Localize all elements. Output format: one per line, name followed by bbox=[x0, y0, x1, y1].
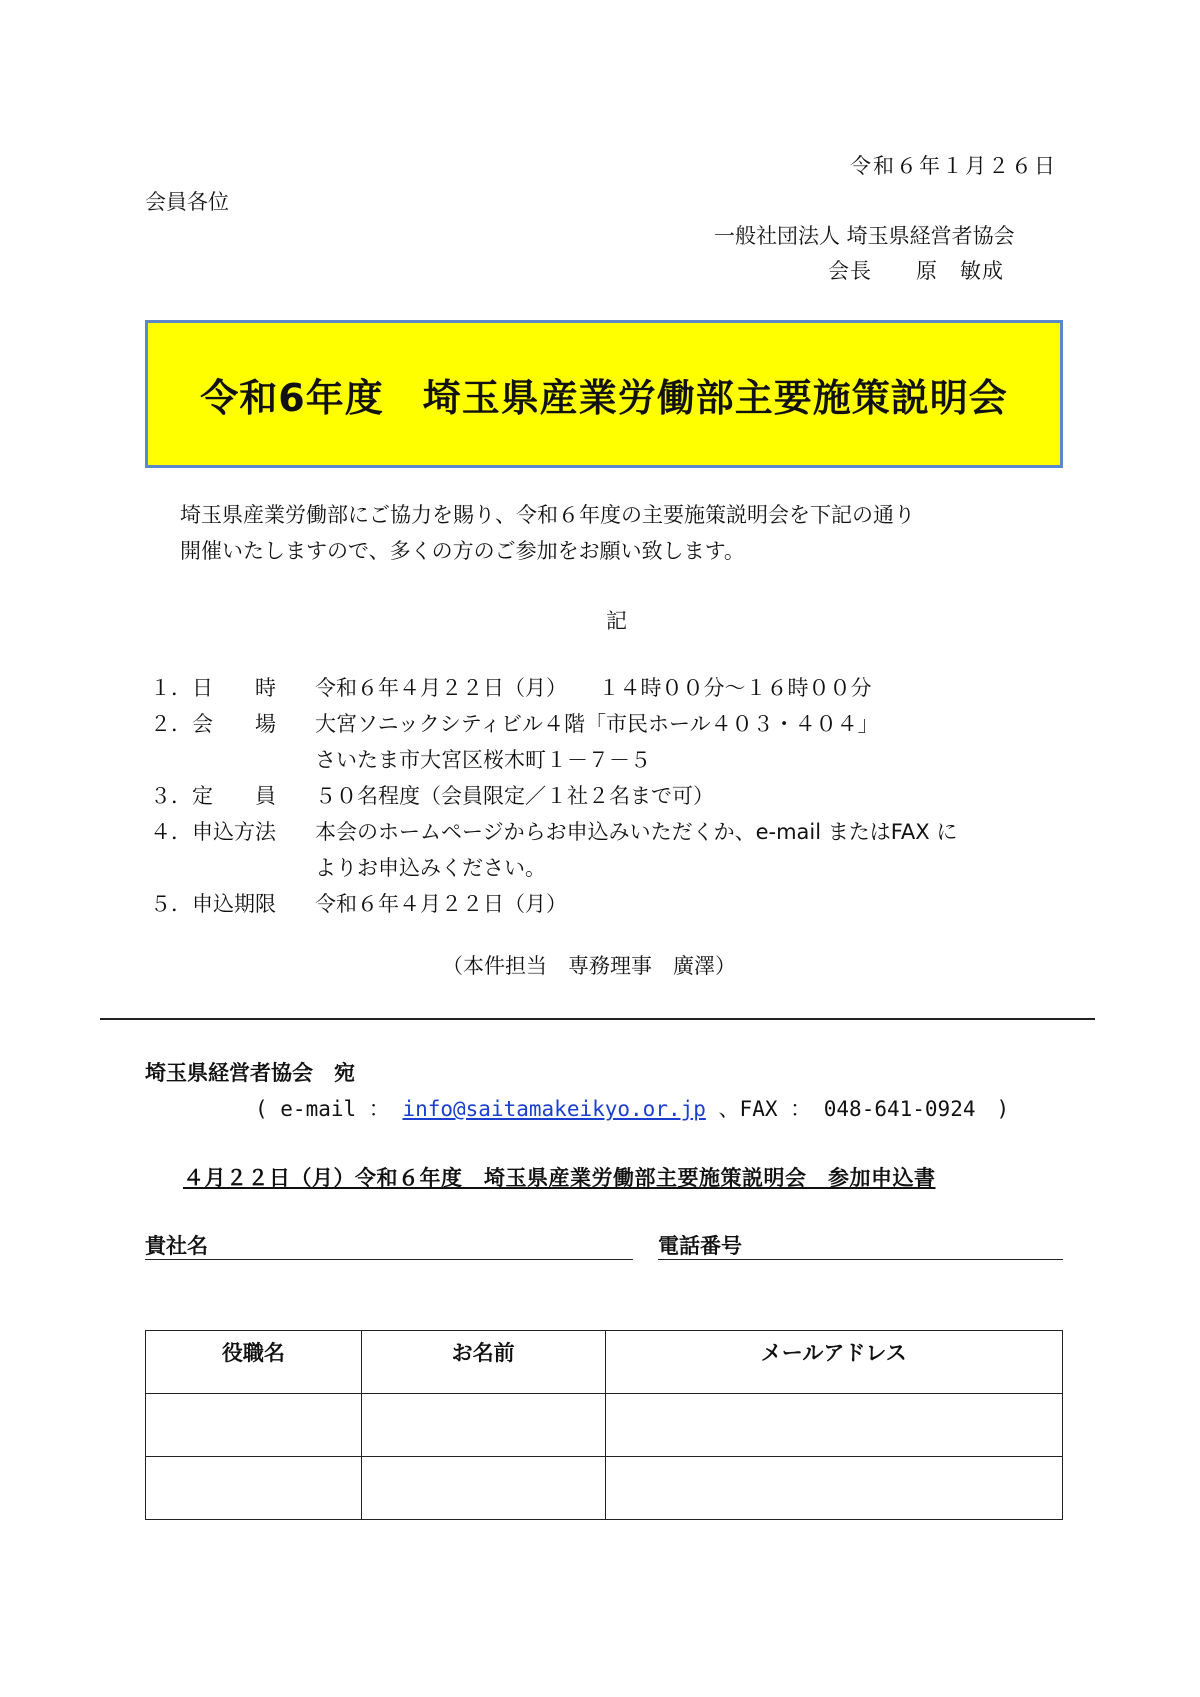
email-link[interactable]: info@saitamakeikyo.or.jp bbox=[402, 1097, 706, 1121]
company-label: 貴社名 bbox=[145, 1234, 208, 1258]
chair-name: 会長 原 敏成 bbox=[828, 259, 1004, 283]
item-label: 日 時 bbox=[192, 676, 276, 700]
item-value: 大宮ソニックシティビル４階「市民ホール４０３・４０４」 bbox=[315, 712, 879, 736]
header-name: お名前 bbox=[361, 1331, 605, 1394]
intro-paragraph bbox=[180, 497, 915, 569]
item-label: 申込期限 bbox=[192, 892, 276, 916]
item-label: 定 員 bbox=[192, 784, 276, 808]
table-row bbox=[146, 1394, 1063, 1457]
page-title: 令和6年度 埼玉県産業労働部主要施策説明会 bbox=[200, 375, 1008, 420]
document-date: 令和６年１月２６日 bbox=[850, 154, 1057, 178]
divider bbox=[100, 1018, 1095, 1020]
phone-number-field[interactable] bbox=[658, 1230, 1063, 1260]
item-value: ５０名程度（会員限定／１社２名まで可） bbox=[315, 784, 714, 808]
item-value: 本会のホームページからお申込みいただくか、e-mail またはFAX に bbox=[315, 820, 958, 844]
application-table bbox=[145, 1330, 1063, 1520]
item-value: 令和６年４月２２日（月） bbox=[315, 892, 567, 916]
item-number: ２． bbox=[150, 712, 192, 736]
header-email: メールアドレス bbox=[605, 1331, 1063, 1394]
item-number: ５． bbox=[150, 892, 192, 916]
header-title: 役職名 bbox=[146, 1331, 362, 1394]
contact-line bbox=[255, 1093, 1009, 1123]
item-value: よりお申込みください。 bbox=[315, 856, 546, 880]
intro-line: 開催いたしますので、多くの方のご参加をお願い致します。 bbox=[180, 539, 745, 563]
form-title: ４月２２日（月）令和６年度 埼玉県産業労働部主要施策説明会 参加申込書 bbox=[183, 1166, 936, 1190]
table-row bbox=[146, 1457, 1063, 1520]
item-label: 会 場 bbox=[192, 712, 276, 736]
company-name-field[interactable] bbox=[145, 1230, 633, 1260]
recipients: 会員各位 bbox=[145, 190, 229, 214]
intro-line: 埼玉県産業労働部にご協力を賜り、令和６年度の主要施策説明会を下記の通り bbox=[180, 503, 915, 527]
name-cell[interactable] bbox=[361, 1457, 605, 1520]
form-addressee: 埼玉県経営者協会 宛 bbox=[145, 1061, 355, 1085]
name-cell[interactable] bbox=[361, 1394, 605, 1457]
email-prefix: ( e-mail ： bbox=[255, 1097, 390, 1121]
ki-heading: 記 bbox=[606, 609, 627, 633]
fax-text: 、FAX ： 048‐641‐0924 ) bbox=[718, 1097, 1010, 1121]
title-cell[interactable] bbox=[146, 1394, 362, 1457]
item-label: 申込方法 bbox=[192, 820, 276, 844]
item-value: さいたま市大宮区桜木町１－７－５ bbox=[315, 748, 651, 772]
title-box bbox=[145, 320, 1063, 468]
item-value: 令和６年４月２２日（月） １４時００分～１６時００分 bbox=[315, 676, 872, 700]
phone-label: 電話番号 bbox=[658, 1234, 742, 1258]
email-cell[interactable] bbox=[605, 1394, 1063, 1457]
email-cell[interactable] bbox=[605, 1457, 1063, 1520]
item-number: ３． bbox=[150, 784, 192, 808]
item-number: ４． bbox=[150, 820, 192, 844]
organization-name: 一般社団法人 埼玉県経営者協会 bbox=[714, 224, 1015, 248]
table-header-row bbox=[146, 1331, 1063, 1394]
contact-person: （本件担当 専務理事 廣澤） bbox=[442, 954, 736, 978]
item-number: １． bbox=[150, 676, 192, 700]
title-cell[interactable] bbox=[146, 1457, 362, 1520]
